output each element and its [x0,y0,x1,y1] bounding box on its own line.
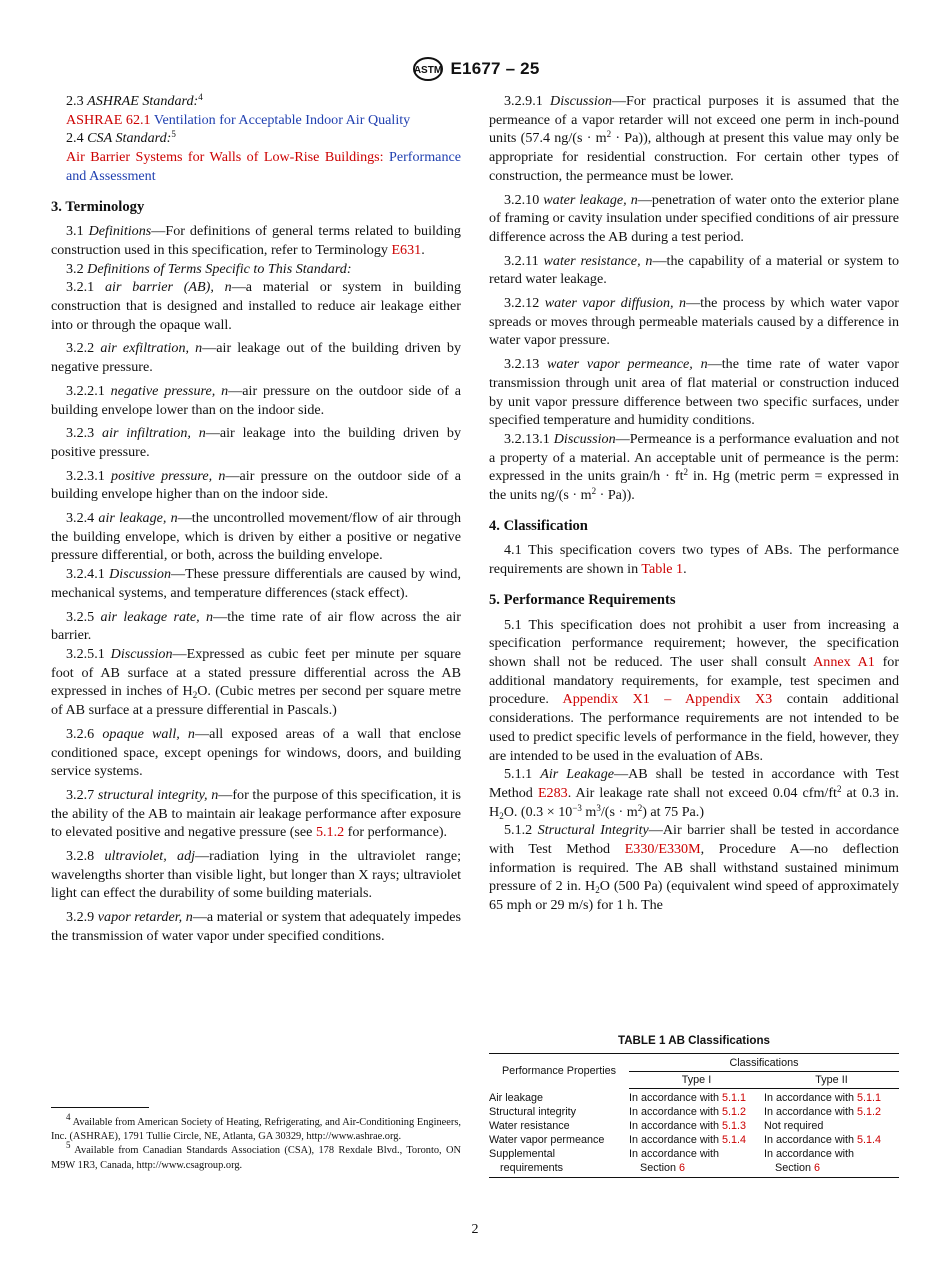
row-property: Supplemental requirements [489,1147,629,1178]
para-3-2-9: 3.2.9 vapor retarder, n—a material or system that adequately impedes the transmission of water vapor under specified conditions. [51,909,461,944]
section-4-heading: 4. Classification [489,517,588,534]
para-3-1: 3.1 Definitions—For definitions of general terms related to building construction used in this specification, refer to Terminology E631. [51,223,461,258]
row-type-2: Not required [764,1120,824,1132]
para-3-2-7: 3.2.7 structural integrity, n—for the purpose of this specification, it is the ability of the AB to maintain air leakage performance after exposure to elevated positive and negative pressure (see 5.1.2 for performance). [51,786,461,841]
para-5-1-2: 5.1.2 Structural Integrity—Air barrier shall be tested in accordance with Test Method E330/E330M, Procedure A—no deflection information is required. The AB shall withstand sustained minimum pressure of 2 in. $H_2O$ (500 Pa) (equivalent wind speed of approximately 65 mph or 29 m/s) for 1 h. The [489,822,899,914]
link-5-1-1[interactable]: 5.1.1 [857,1092,882,1104]
table-row [489,1147,899,1178]
table-row [489,1119,899,1133]
ref-ashrae-62-1[interactable]: ASHRAE 62.1 Ventilation for Acceptable Indoor Air Quality [66,111,411,128]
para-3-2-10: 3.2.10 water leakage, n—penetration of water onto the exterior plane of framing or cavity insulation under specified conditions of air pressure difference across the AB during a test period. [489,191,899,245]
link-section-6[interactable]: 6 [814,1162,821,1174]
table-row [489,1089,899,1106]
row-type-2: In accordance with 5.1.4 [764,1134,882,1146]
page-header [0,56,950,82]
page-number: 2 [471,1222,479,1237]
para-3-2-8: 3.2.8 ultraviolet, adj—radiation lying in the ultraviolet range; wavelengths shorter than visible light, but longer than X rays; ultraviolet light can effect the durability of some building materials. [51,848,461,902]
para-3-2-4: 3.2.4 air leakage, n—the uncontrolled movement/flow of air through the building envelope, which is driven by either a positive or negative pressure differential, or both, across the building envelope. [51,510,461,564]
para-4-1: 4.1 This specification covers two types of ABs. The performance requirements are shown in Table 1. [489,542,899,578]
para-3-2-13: 3.2.13 water vapor permeance, n—the time rate of water vapor transmission through unit area of flat material or construction induced by unit vapor pressure difference between two specific surfaces, under specified temperature and humidity conditions. [489,356,900,429]
section-5-heading: 5. Performance Requirements [489,591,676,608]
right-column [489,92,899,915]
link-appendix-x1-x3[interactable]: Appendix X1 – Appendix X3 [562,691,773,708]
para-3-2-13-1: 3.2.13.1 Discussion—Permeance is a performance evaluation and not a property of a material. An acceptable unit of permeance is the perm: expressed in the units grain/h · $ft^2$ in. Hg (metric perm = expressed in the units $ng/(s \cdot m^2 \cdot Pa)$). [489,430,899,504]
para-3-2-11: 3.2.11 water resistance, n—the capability of a material or system to retard water leakage. [489,252,899,288]
link-section-6[interactable]: 6 [679,1162,686,1174]
row-type-2: In accordance with 5.1.2 [764,1106,882,1118]
link-5-1-2[interactable]: 5.1.2 [722,1106,747,1118]
footnotes [51,1112,461,1173]
row-property: Structural integrity [489,1106,577,1118]
link-5-1-2[interactable]: 5.1.2 [857,1106,882,1118]
link-5-1-4[interactable]: 5.1.4 [857,1134,882,1146]
col-header-type-2: Type II [764,1072,899,1089]
footnote-4: $^4$ Available from American Society of Heating, Refrigerating, and Air-Conditioning Engineers, Inc. (ASHRAE), 1791 Tullie Circle, NE, Atlanta, GA 30329, http://www.ashrae.org. [51,1112,461,1143]
link-5-1-2[interactable]: 5.1.2 [315,824,345,841]
link-5-1-3[interactable]: 5.1.3 [722,1120,747,1132]
row-type-1: In accordance with 5.1.2 [629,1106,747,1118]
col-header-classifications: Classifications [629,1054,899,1072]
para-3-2-4-1: 3.2.4.1 Discussion—These pressure differentials are caused by wind, mechanical systems, and temperature differences (stack effect). [51,566,461,601]
para-3-2-2: 3.2.2 air exfiltration, n—air leakage out of the building driven by negative pressure. [51,340,462,376]
table-1-title: TABLE 1 AB Classifications [617,1034,771,1047]
row-type-1: In accordance with Section 6 [629,1147,764,1178]
row-type-2: In accordance with Section 6 [764,1147,899,1178]
ref-csa-standard[interactable]: Air Barrier Systems for Walls of Low-Rise Buildings: Performance and Assessment [66,149,461,184]
row-property: Water resistance [489,1120,570,1132]
footnote-5: $^5$ Available from Canadian Standards Association (CSA), 178 Rexdale Blvd., Toronto, ON M9W 1R3, Canada, http://www.csagroup.org. [51,1140,461,1171]
footnote-divider [51,1107,149,1108]
row-type-1: In accordance with 5.1.1 [629,1092,747,1104]
classification-table [489,1053,899,1178]
ref-heading-csa: 2.4 CSA Standard:$^5$ [66,129,176,147]
para-3-2-3-1: 3.2.3.1 positive pressure, n—air pressure on the outdoor side of a building envelope higher than on the indoor side. [51,467,462,503]
para-3-2-9-1: 3.2.9.1 Discussion—For practical purposes it is assumed that the permeance of a vapor retarder will not exceed one perm in inch-pound units (57.4 $ng/(s \cdot m^2 \cdot Pa)$), although at present this value may only be appropriate for residential construction. For certain other types of construction, the permeance must be lower. [489,93,899,184]
para-3-2-6: 3.2.6 opaque wall, n—all exposed areas of a wall that enclose conditioned space, except openings for windows, doors, and building service systems. [51,725,461,780]
para-5-1: 5.1 This specification does not prohibit a user from increasing a specification performance requirement; however, the specification shown shall not be reduced. The user shall consult Annex A1 for additional mandatory requirements, for example, test specimen and procedure. Appendix X1 – Appendix X3 contain additional considerations. The performance requirements are not intended to be used to predict specific levels of performance in the field, however, they are intended to be used in the evaluation of ABs. [489,616,900,764]
link-e631[interactable]: E631 [391,241,422,258]
row-type-1: In accordance with 5.1.4 [629,1134,747,1146]
link-5-1-4[interactable]: 5.1.4 [722,1134,747,1146]
svg-text:ASTM: ASTM [413,65,442,76]
table-row [489,1105,899,1119]
link-e283[interactable]: E283 [537,784,568,801]
left-column [51,92,461,946]
para-3-2-12: 3.2.12 water vapor diffusion, n—the process by which water vapor spreads or moves through permeable materials caused by a difference in water vapor pressure. [489,295,899,349]
link-5-1-1[interactable]: 5.1.1 [722,1092,747,1104]
link-e330[interactable]: E330/E330M [624,841,701,858]
row-property: Water vapor permeance [489,1134,605,1146]
para-3-2-2-1: 3.2.2.1 negative pressure, n—air pressure on the outdoor side of a building envelope lower than on the indoor side. [51,382,462,418]
col-header-property: Performance Properties [489,1054,629,1089]
row-type-2: In accordance with 5.1.1 [764,1092,882,1104]
astm-logo-icon [411,57,445,81]
col-header-type-1: Type I [629,1072,764,1089]
ref-heading-ashrae: 2.3 ASHRAE Standard:$^4$ [66,92,203,109]
section-3-heading: 3. Terminology [51,198,145,215]
link-table-1[interactable]: Table 1 [641,561,684,578]
row-property: Air leakage [489,1091,544,1104]
standard-designation: E1677 – 25 [450,59,540,78]
para-3-2-5: 3.2.5 air leakage rate, n—the time rate of air flow across the air barrier. [51,608,461,644]
table-row [489,1133,899,1147]
para-5-1-1: 5.1.1 Air Leakage—AB shall be tested in accordance with Test Method E283. Air leakage rate shall not exceed 0.04 cfm/$ft^2$ at 0.3 in. $H_2O$. ($0.3 \times 10^{-3}$ $m^3/(s \cdot m^2)$ at 75 Pa.) [489,766,900,821]
link-annex-a1[interactable]: Annex A1 [813,653,875,670]
para-3-2-3: 3.2.3 air infiltration, n—air leakage into the building driven by positive pressure. [51,425,461,460]
para-3-2: 3.2 Definitions of Terms Specific to This Standard: [66,260,352,277]
row-type-1: In accordance with 5.1.3 [629,1120,747,1132]
para-3-2-1: 3.2.1 air barrier (AB), n—a material or system in building construction that is designed and installed to reduce air leakage either into or through the opaque wall. [51,279,461,333]
para-3-2-5-1: 3.2.5.1 Discussion—Expressed as cubic feet per minute per square foot of AB surface at a stated pressure differential across the AB expressed in inches of $H_2O$. (Cubic metres per second per square metre of AB surface at a pressure differential in Pascals.) [51,645,461,719]
table-1 [489,1034,899,1178]
